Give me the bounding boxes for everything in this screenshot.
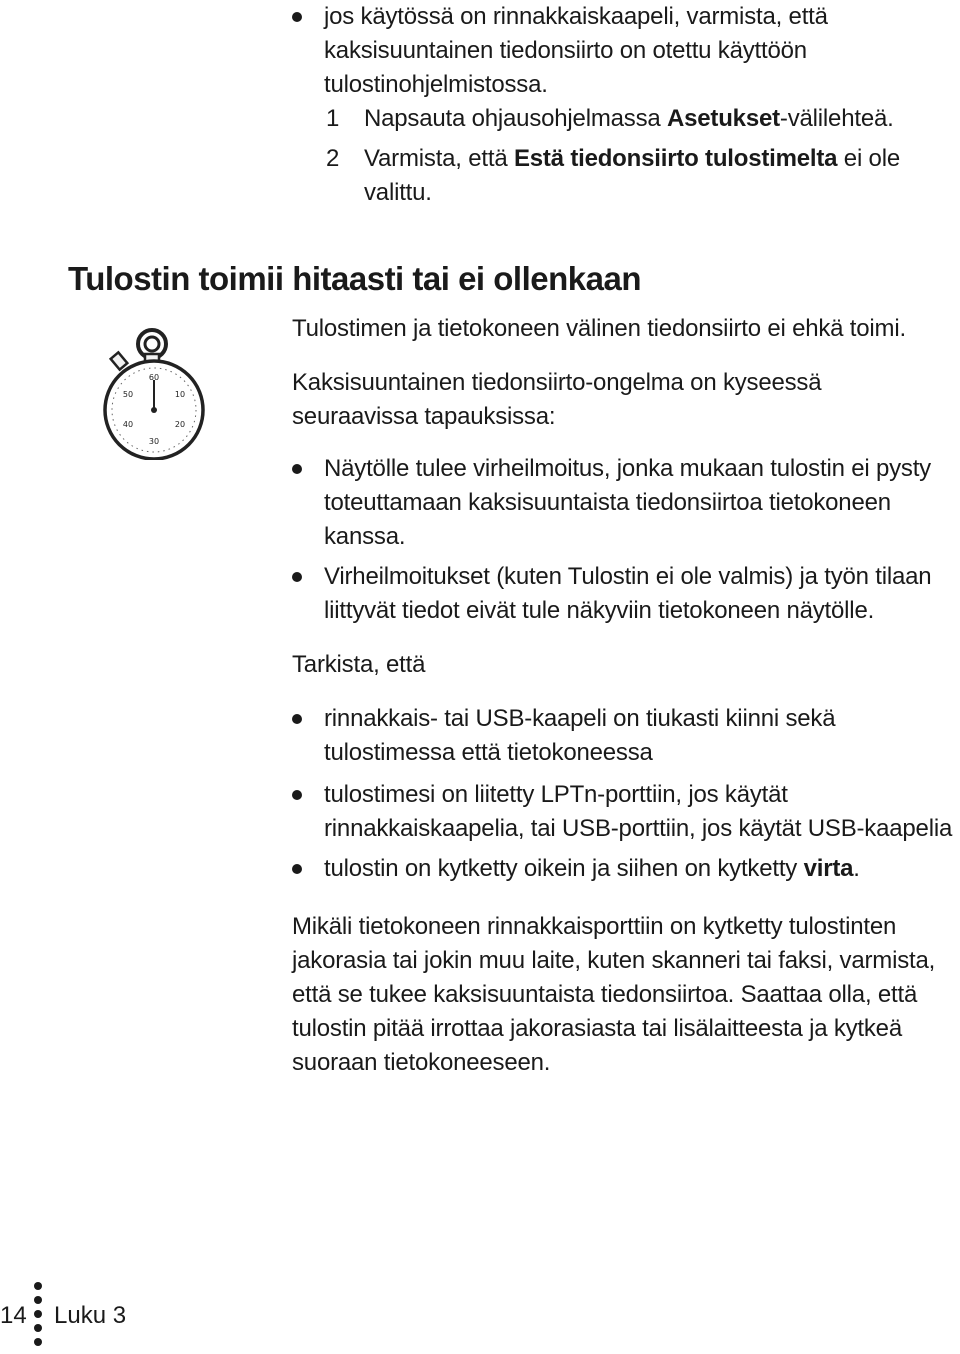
- check-text-bold: virta: [803, 855, 854, 882]
- check-bullet: [292, 778, 956, 846]
- problem-paragraph: Kaksisuuntainen tiedonsiirto-ongelma on kyseessä seuraavissa tapauksissa:: [292, 369, 822, 430]
- section-heading: Tulostin toimii hitaasti tai ei ollenkaan: [68, 260, 641, 297]
- problem-bullet: [292, 560, 932, 628]
- intro-bullet: [292, 0, 852, 102]
- closing-paragraph: Mikäli tietokoneen rinnakkaisporttiin on kytketty tulostinten jakorasia tai jokin muu laite, kuten skanneri tai faksi, varmista, että se tukee kaksisuuntaista tiedonsiirtoa. Saattaa olla, että tulostin pitää irrottaa jakorasiasta tai lisälaitteesta ja kytkeä suoraan tietokoneeseen.: [292, 913, 936, 1076]
- check-bullet-text: [324, 852, 956, 886]
- bullet-dot: [292, 12, 302, 22]
- step-text-bold: Estä tiedonsiirto tulostimelta: [513, 145, 838, 172]
- check-text-plain: tulostin on kytketty oikein ja siihen on kytketty: [324, 855, 804, 882]
- intro-line: Tulostimen ja tietokoneen välinen tiedonsiirto ei ehkä toimi.: [292, 315, 906, 342]
- dial-label: 40: [122, 420, 134, 429]
- step-text-plain: Napsauta ohjausohjelmassa: [364, 105, 667, 132]
- step-2: [326, 142, 926, 210]
- step-text: [364, 142, 926, 210]
- intro-bullet-text: jos käytössä on rinnakkaiskaapeli, varmista, että kaksisuuntainen tiedonsiirto on otettu käyttöön tulostinohjelmistossa.: [324, 3, 828, 98]
- check-bullet: [292, 702, 956, 770]
- dial-label: 50: [122, 390, 134, 399]
- step-text-plain: Varmista, että: [364, 145, 514, 172]
- chapter-label: Luku 3: [54, 1302, 127, 1329]
- problem-bullet: [292, 452, 932, 554]
- check-bullet: [292, 852, 956, 886]
- check-bullet-text: [324, 778, 956, 846]
- dial-label: 20: [174, 420, 186, 429]
- bullet-dot: [292, 572, 302, 582]
- bullet-dot: [292, 714, 302, 724]
- step-text-plain: ei ole valittu.: [364, 145, 900, 206]
- bullet-dot: [292, 790, 302, 800]
- check-text-plain: tulostimesi on liitetty LPTn-porttiin, jos käytät rinnakkaiskaapelia, tai USB-porttiin, jos käytät USB-kaapelia: [324, 781, 953, 842]
- problem-bullet-text: Näytölle tulee virheilmoitus, jonka mukaan tulostin ei pysty toteuttamaan kaksisuuntaista tiedonsiirtoa tietokoneen kanssa.: [324, 455, 931, 550]
- check-text-plain: rinnakkais- tai USB-kaapeli on tiukasti kiinni sekä tulostimessa että tietokoneessa: [324, 705, 836, 766]
- problem-bullet-text: Virheilmoitukset (kuten Tulostin ei ole valmis) ja työn tilaan liittyvät tiedot eivät tule näkyviin tietokoneen näytölle.: [324, 563, 932, 624]
- step-number: 1: [326, 105, 340, 132]
- dial-label: 10: [174, 390, 186, 399]
- step-number: 2: [326, 145, 340, 172]
- stopwatch-icon: [100, 320, 212, 460]
- step-text-bold: Asetukset: [667, 105, 780, 132]
- page-number: 14: [0, 1302, 27, 1329]
- bullet-dot: [292, 864, 302, 874]
- step-text: [364, 102, 946, 136]
- check-bullet-text: [324, 702, 956, 770]
- bullet-dot: [292, 464, 302, 474]
- dial-label: 30: [148, 437, 160, 446]
- step-1: [326, 102, 946, 136]
- step-text-plain: -välilehteä.: [779, 105, 894, 132]
- dial-label: 60: [148, 373, 160, 382]
- check-label: Tarkista, että: [292, 651, 426, 678]
- check-text-plain: .: [853, 855, 860, 882]
- footer-dots: [34, 1282, 44, 1352]
